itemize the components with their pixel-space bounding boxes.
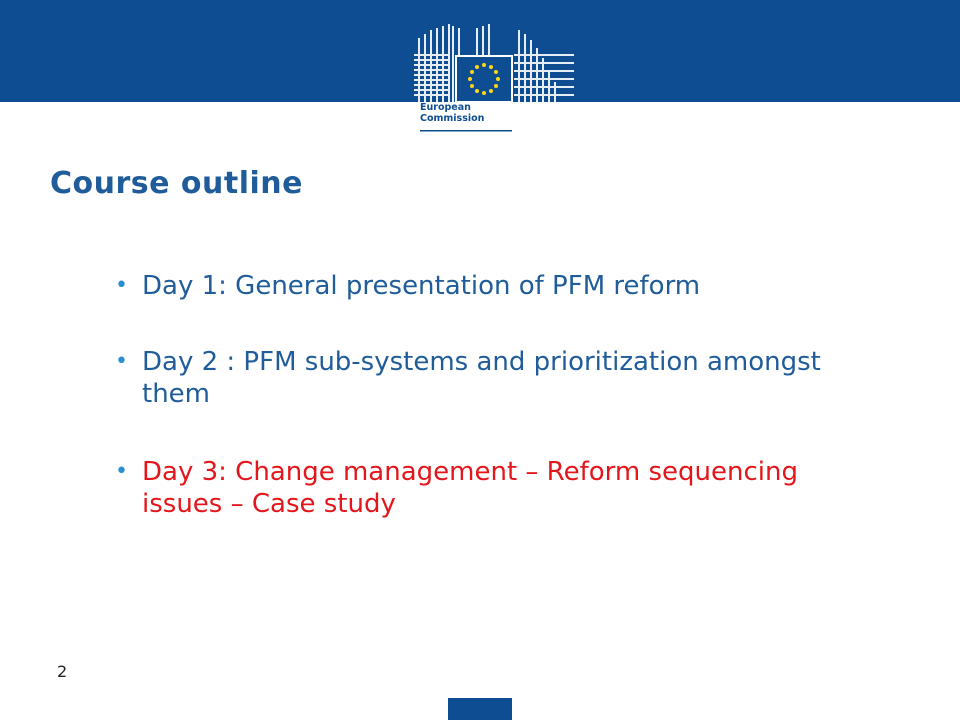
bullet-item-day-3: [112, 456, 852, 520]
logo-line-1: European: [420, 102, 471, 113]
logo-line-2: Commission: [420, 113, 485, 124]
bullet-icon: •: [115, 459, 128, 484]
bullet-item-day-1: [112, 270, 852, 302]
bullet-list: [112, 270, 852, 520]
bullet-text: Day 1: General presentation of PFM reform: [142, 271, 701, 301]
logo-wordmark: [420, 102, 520, 124]
bullet-text: Day 2 : PFM sub-systems and prioritization amongst them: [142, 347, 821, 409]
footer-tab: [448, 698, 512, 720]
slide-title: Course outline: [50, 166, 304, 201]
bullet-icon: •: [115, 349, 128, 374]
page-number: 2: [57, 662, 68, 681]
bullet-text: Day 3: Change management – Reform sequencing issues – Case study: [142, 457, 798, 519]
bullet-icon: •: [115, 273, 128, 298]
bullet-item-day-2: [112, 346, 852, 410]
